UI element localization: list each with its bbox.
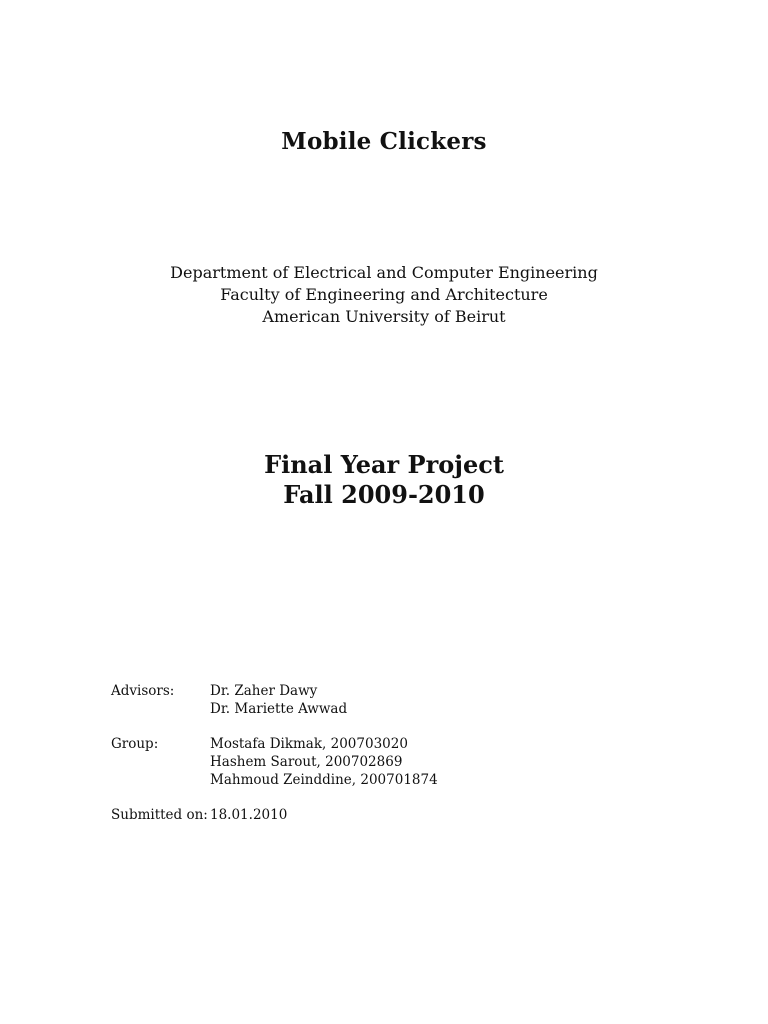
advisors-label: Advisors: bbox=[111, 683, 175, 699]
submitted-date: 18.01.2010 bbox=[210, 807, 288, 823]
group-member: Mostafa Dikmak, 200703020 bbox=[210, 736, 408, 752]
project-type: Final Year Project bbox=[264, 450, 504, 479]
affiliation-block bbox=[0, 262, 768, 328]
group-row bbox=[111, 735, 438, 789]
project-info bbox=[111, 682, 438, 824]
advisor-name: Dr. Zaher Dawy bbox=[210, 683, 318, 699]
advisors-list bbox=[210, 682, 347, 718]
department-line: Department of Electrical and Computer Engineering bbox=[170, 263, 598, 282]
submitted-label: Submitted on: bbox=[111, 807, 208, 823]
advisor-name: Dr. Mariette Awwad bbox=[210, 701, 348, 717]
project-heading bbox=[0, 450, 768, 510]
document-title: Mobile Clickers bbox=[281, 128, 487, 155]
university-line: American University of Beirut bbox=[262, 307, 506, 326]
project-term: Fall 2009-2010 bbox=[283, 480, 485, 509]
group-label: Group: bbox=[111, 736, 159, 752]
faculty-line: Faculty of Engineering and Architecture bbox=[220, 285, 548, 304]
group-member: Hashem Sarout, 200702869 bbox=[210, 754, 403, 770]
advisors-row bbox=[111, 682, 438, 718]
group-member: Mahmoud Zeinddine, 200701874 bbox=[210, 772, 438, 788]
group-list bbox=[210, 735, 438, 789]
submitted-row bbox=[111, 806, 438, 824]
